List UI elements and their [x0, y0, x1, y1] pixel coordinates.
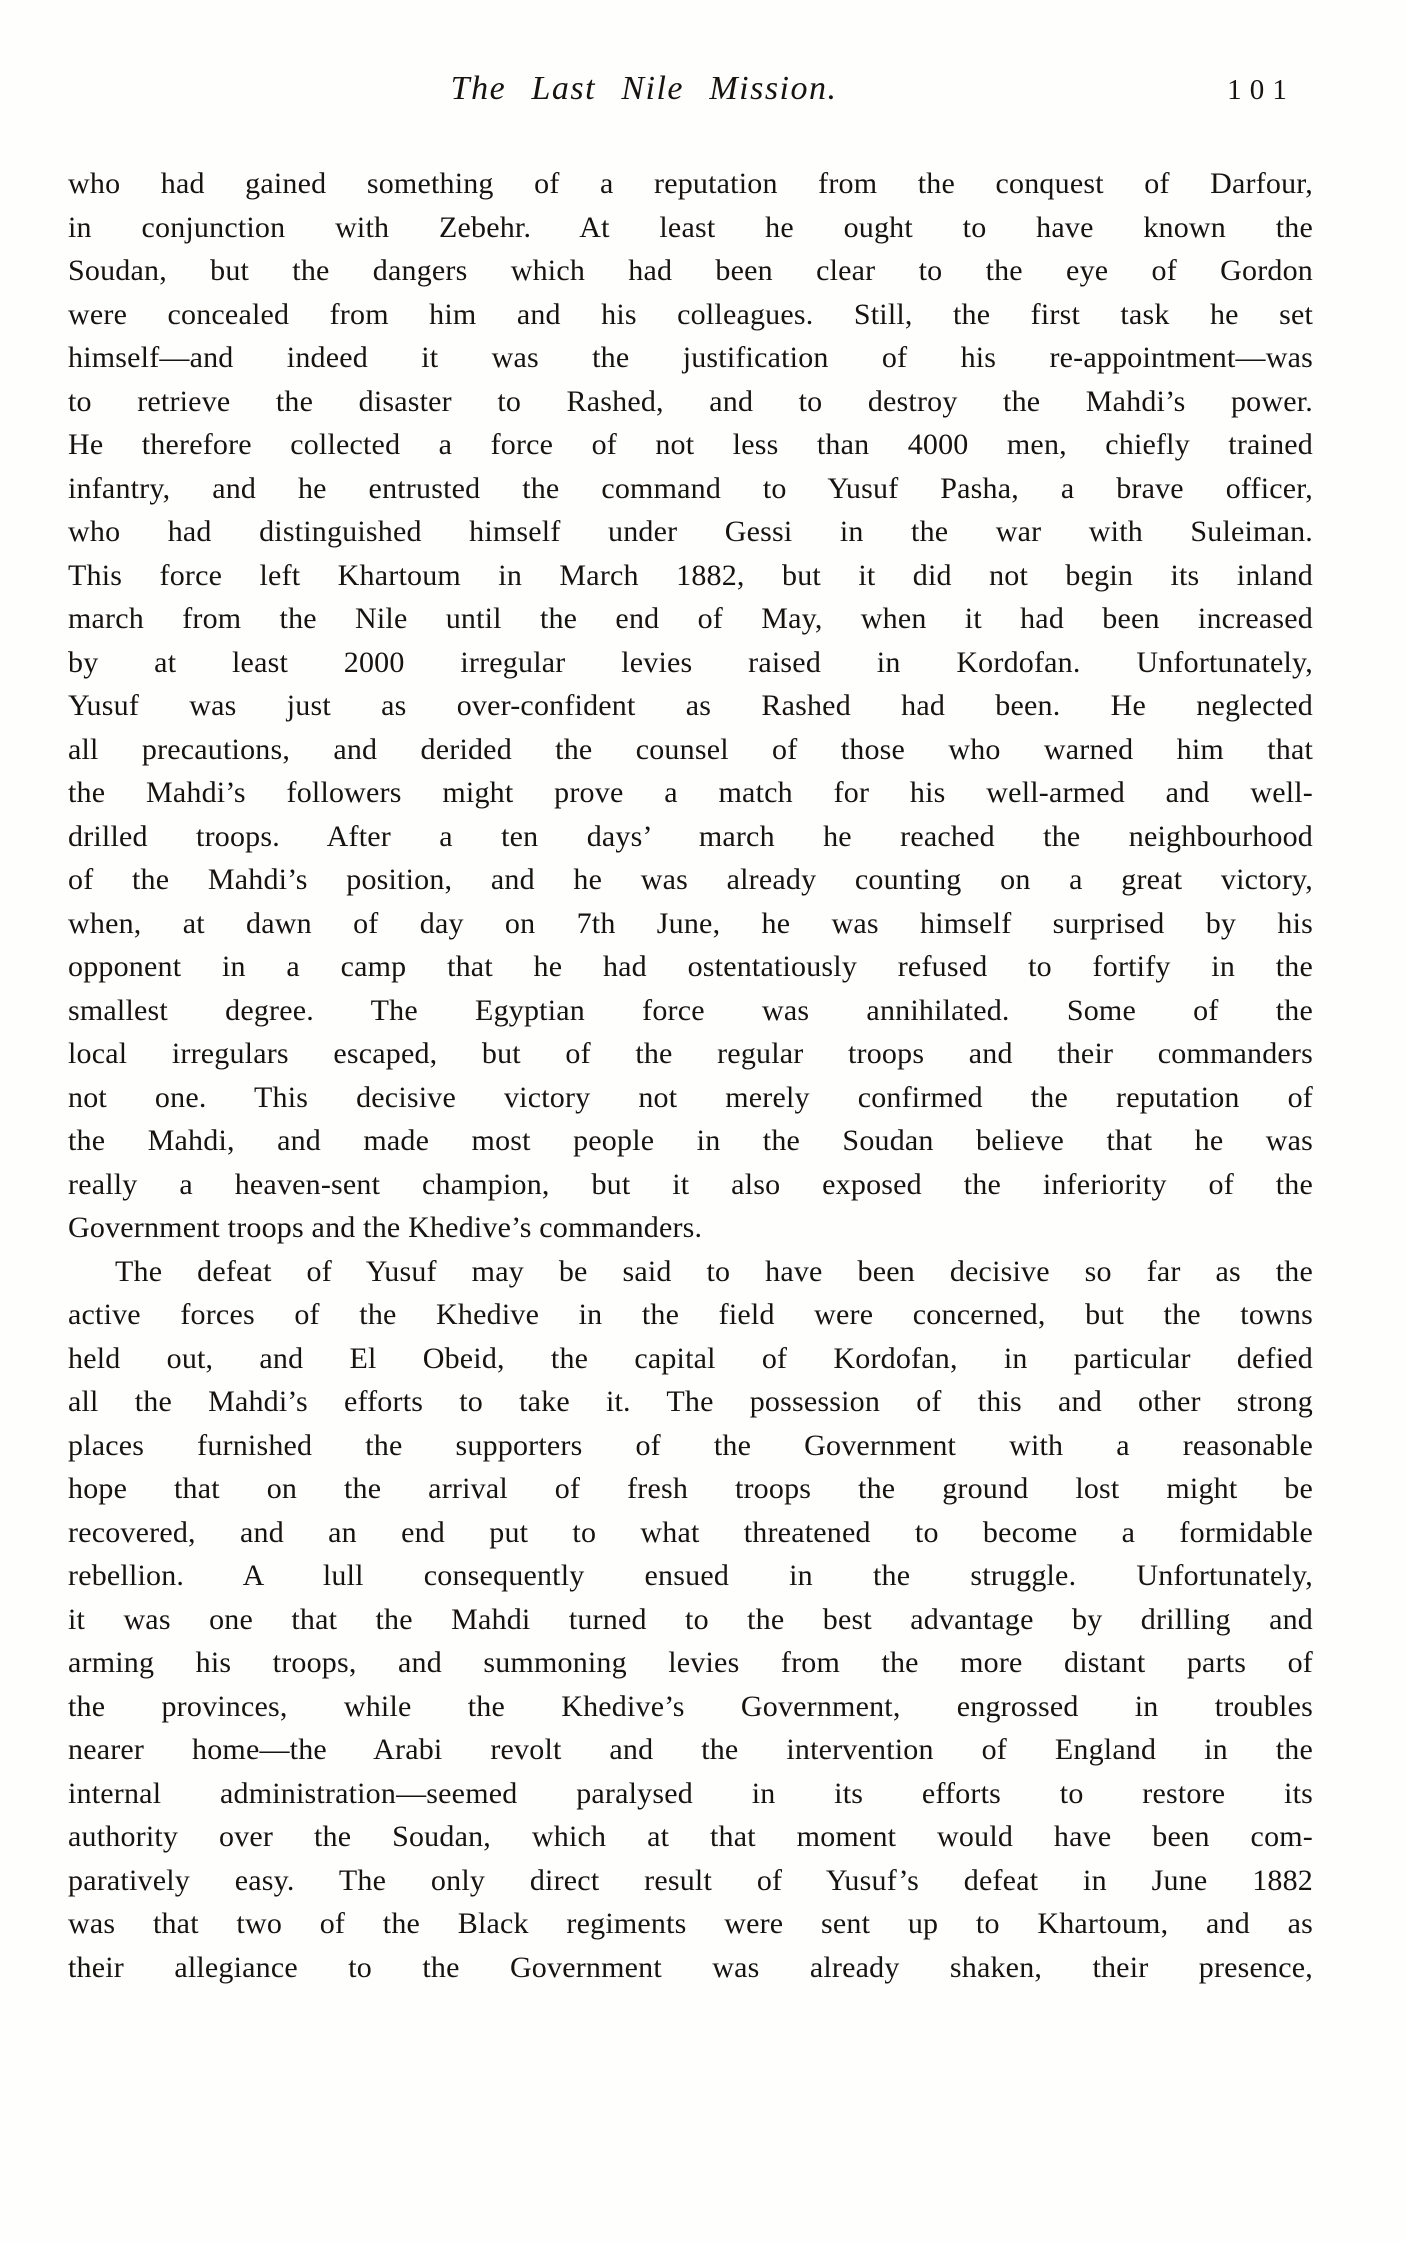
text-line: active forces of the Khedive in the field were concerned, but the towns [68, 1298, 1313, 1331]
text-line: places furnished the supporters of the Government with a reasonable [68, 1428, 1313, 1462]
text-line: the provinces, while the Khedive’s Government, engrossed in troubles [68, 1689, 1313, 1723]
text-line: held out, and El Obeid, the capital of Kordofan, in particular defied [68, 1341, 1313, 1375]
text-line: hope that on the arrival of fresh troops the ground lost might be [68, 1472, 1313, 1505]
text-line: who had gained something of a reputation from the conquest of Darfour, [68, 167, 1313, 200]
running-head [68, 70, 1313, 122]
text-line: their allegiance to the Government was already shaken, their presence, [68, 1950, 1313, 1984]
text-line: in conjunction with Zebehr. At least he ought to have known the [68, 210, 1313, 244]
text-line: opponent in a camp that he had ostentatiously refused to fortify in the [68, 950, 1313, 983]
text-line: when, at dawn of day on 7th June, he was himself surprised by his [68, 906, 1313, 940]
text-line: by at least 2000 irregular levies raised in Kordofan. Unfortunately, [68, 645, 1313, 679]
text-line: of the Mahdi’s position, and he was already counting on a great victory, [68, 863, 1313, 896]
text-line: to retrieve the disaster to Rashed, and to destroy the Mahdi’s power. [68, 384, 1313, 418]
text-line: the Mahdi’s followers might prove a match for his well-armed and well- [68, 776, 1313, 809]
text-line: Soudan, but the dangers which had been clear to the eye of Gordon [68, 254, 1313, 287]
text-line: all the Mahdi’s efforts to take it. The possession of this and other strong [68, 1385, 1313, 1418]
page-number: 101 [1227, 74, 1295, 106]
text-line: recovered, and an end put to what threatened to become a formidable [68, 1515, 1313, 1549]
text-line: authority over the Soudan, which at that moment would have been com- [68, 1820, 1313, 1853]
text-line: himself—and indeed it was the justification of his re-appointment—was [68, 341, 1313, 374]
text-line: nearer home—the Arabi revolt and the intervention of England in the [68, 1733, 1313, 1766]
text-line: Government troops and the Khedive’s commanders. [68, 1211, 703, 1244]
text-line: Yusuf was just as over-confident as Rashed had been. He neglected [68, 689, 1313, 722]
text-line: really a heaven-sent champion, but it also exposed the inferiority of the [68, 1167, 1313, 1201]
text-line: local irregulars escaped, but of the regular troops and their commanders [68, 1037, 1313, 1070]
text-line: paratively easy. The only direct result of Yusuf’s defeat in June 1882 [68, 1863, 1313, 1897]
text-line: drilled troops. After a ten days’ march he reached the neighbourhood [68, 819, 1313, 853]
page-title: The Last Nile Mission. [450, 70, 838, 107]
text-line: This force left Khartoum in March 1882, but it did not begin its inland [68, 558, 1313, 592]
text-line: march from the Nile until the end of May, when it had been increased [68, 602, 1313, 635]
text-line: all precautions, and derided the counsel of those who warned him that [68, 732, 1313, 766]
text-line: The defeat of Yusuf may be said to have been decisive so far as the [115, 1254, 1313, 1288]
text-line: the Mahdi, and made most people in the Soudan believe that he was [68, 1124, 1313, 1157]
text-line: it was one that the Mahdi turned to the best advantage by drilling and [68, 1602, 1313, 1636]
text-line: was that two of the Black regiments were sent up to Khartoum, and as [68, 1907, 1313, 1940]
text-line: He therefore collected a force of not less than 4000 men, chiefly trained [68, 428, 1313, 461]
text-line: who had distinguished himself under Gessi in the war with Suleiman. [68, 515, 1313, 548]
text-line: rebellion. A lull consequently ensued in the struggle. Unfortunately, [68, 1559, 1313, 1592]
text-line: internal administration—seemed paralysed in its efforts to restore its [68, 1776, 1313, 1810]
text-line: were concealed from him and his colleagues. Still, the first task he set [68, 297, 1313, 331]
text-line: infantry, and he entrusted the command to Yusuf Pasha, a brave officer, [68, 471, 1313, 505]
text-block [68, 162, 1313, 1989]
text-line: smallest degree. The Egyptian force was annihilated. Some of the [68, 993, 1313, 1027]
text-line: not one. This decisive victory not merely confirmed the reputation of [68, 1080, 1313, 1114]
text-line: arming his troops, and summoning levies from the more distant parts of [68, 1646, 1313, 1679]
